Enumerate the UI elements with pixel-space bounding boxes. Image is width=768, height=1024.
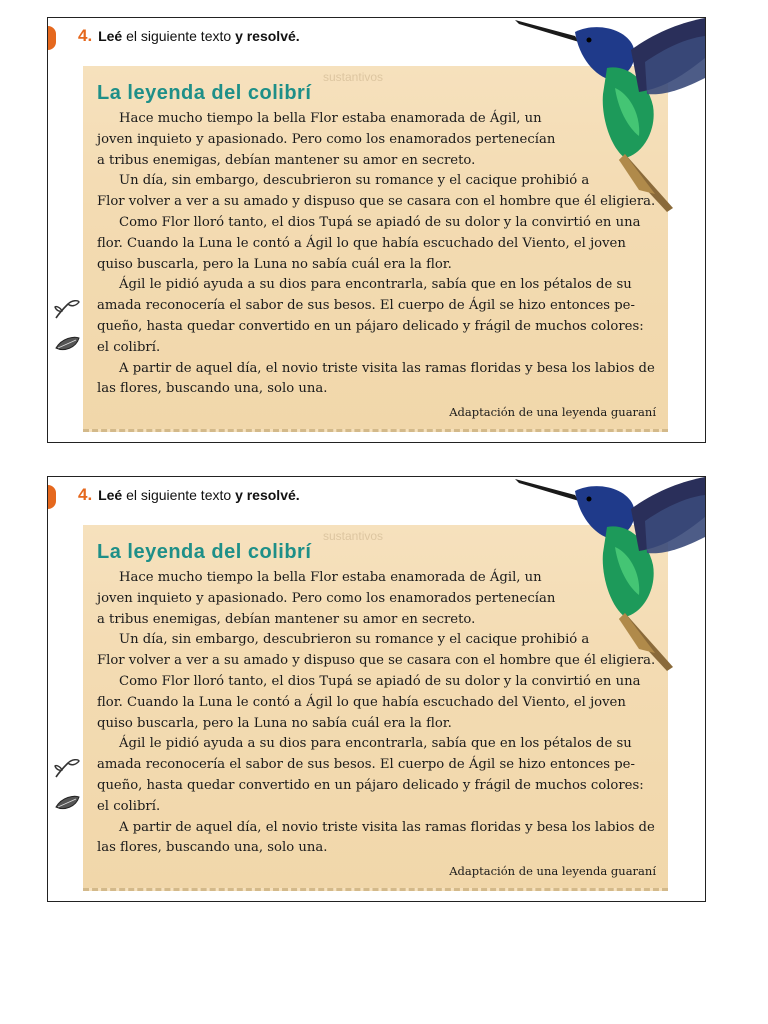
story-line: las flores, buscando una, solo una. bbox=[97, 381, 328, 397]
leaf-icon bbox=[54, 334, 80, 356]
story-line: flor. Cuando la Luna le contó a Ágil lo que había escuchado del Viento, el joven bbox=[97, 694, 626, 710]
story-line: amada reconocería el sabor de sus besos. El cuerpo de Ágil se hizo entonces pe- bbox=[97, 757, 635, 773]
story-line: Hace mucho tiempo la bella Flor estaba enamorada de Ágil, un bbox=[119, 570, 542, 585]
instruction-middle: el siguiente texto bbox=[122, 28, 236, 44]
story-line: amada reconocería el sabor de sus besos. El cuerpo de Ágil se hizo entonces pe- bbox=[97, 298, 635, 314]
orange-tab-marker bbox=[48, 26, 56, 50]
leaf-icon bbox=[54, 757, 80, 779]
story-line: Flor volver a ver a su amado y dispuso que se casara con el hombre que él eligiera. bbox=[97, 194, 656, 210]
story-title: La leyenda del colibrí bbox=[97, 82, 312, 104]
leaf-icon bbox=[54, 793, 80, 815]
story-line: quiso buscarla, pero la Luna no sabía cuál era la flor. bbox=[97, 715, 452, 731]
story-line: las flores, buscando una, solo una. bbox=[97, 840, 328, 856]
exercise-heading bbox=[78, 26, 300, 46]
story-line: el colibrí. bbox=[97, 798, 161, 814]
hummingbird-illustration bbox=[515, 477, 705, 677]
story-line: A partir de aquel día, el novio triste visita las ramas floridas y besa los labios de bbox=[119, 819, 655, 835]
orange-tab-marker bbox=[48, 485, 56, 509]
instruction-verb: Leé bbox=[98, 28, 123, 44]
instruction-suffix: y resolvé. bbox=[235, 487, 300, 503]
hummingbird-illustration bbox=[515, 18, 705, 218]
story-line: Un día, sin embargo, descubrieron su romance y el cacique prohibió a bbox=[119, 632, 590, 648]
exercise-card-top bbox=[47, 17, 706, 443]
story-line: Hace mucho tiempo la bella Flor estaba enamorada de Ágil, un bbox=[119, 111, 542, 126]
exercise-card-bottom bbox=[47, 476, 706, 902]
story-line: Como Flor lloró tanto, el dios Tupá se apiadó de su dolor y la convirtió en una bbox=[119, 214, 641, 230]
ghost-background-text: sustantivos bbox=[323, 529, 384, 543]
instruction-middle: el siguiente texto bbox=[122, 487, 236, 503]
leaf-icon bbox=[54, 298, 80, 320]
story-line: a tribus enemigas, debían mantener su amor en secreto. bbox=[97, 611, 476, 627]
story-line: Ágil le pidió ayuda a su dios para encontrarla, sabía que en los pétalos de su bbox=[119, 736, 632, 752]
story-line: el colibrí. bbox=[97, 339, 161, 355]
exercise-number: 4. bbox=[78, 485, 93, 504]
story-title: La leyenda del colibrí bbox=[97, 541, 312, 563]
story-line: joven inquieto y apasionado. Pero como los enamorados pertenecían bbox=[97, 590, 556, 606]
exercise-heading bbox=[78, 485, 300, 505]
instruction-verb: Leé bbox=[98, 487, 123, 503]
story-line: queño, hasta quedar convertido en un pájaro delicado y frágil de muchos colores: bbox=[97, 777, 644, 793]
story-line: A partir de aquel día, el novio triste visita las ramas floridas y besa los labios de bbox=[119, 360, 655, 376]
story-line: Ágil le pidió ayuda a su dios para encontrarla, sabía que en los pétalos de su bbox=[119, 277, 632, 293]
story-line: a tribus enemigas, debían mantener su amor en secreto. bbox=[97, 152, 476, 168]
story-line: flor. Cuando la Luna le contó a Ágil lo que había escuchado del Viento, el joven bbox=[97, 235, 626, 251]
story-line: Flor volver a ver a su amado y dispuso que se casara con el hombre que él eligiera. bbox=[97, 653, 656, 669]
exercise-number: 4. bbox=[78, 26, 93, 45]
story-line: joven inquieto y apasionado. Pero como los enamorados pertenecían bbox=[97, 131, 556, 147]
instruction-suffix: y resolvé. bbox=[235, 28, 300, 44]
story-credit: Adaptación de una leyenda guaraní bbox=[449, 864, 656, 878]
story-line: queño, hasta quedar convertido en un pájaro delicado y frágil de muchos colores: bbox=[97, 318, 644, 334]
ghost-background-text: sustantivos bbox=[323, 70, 384, 84]
story-credit: Adaptación de una leyenda guaraní bbox=[449, 405, 656, 419]
story-line: Un día, sin embargo, descubrieron su romance y el cacique prohibió a bbox=[119, 173, 590, 189]
story-line: quiso buscarla, pero la Luna no sabía cuál era la flor. bbox=[97, 256, 452, 272]
story-line: Como Flor lloró tanto, el dios Tupá se apiadó de su dolor y la convirtió en una bbox=[119, 673, 641, 689]
